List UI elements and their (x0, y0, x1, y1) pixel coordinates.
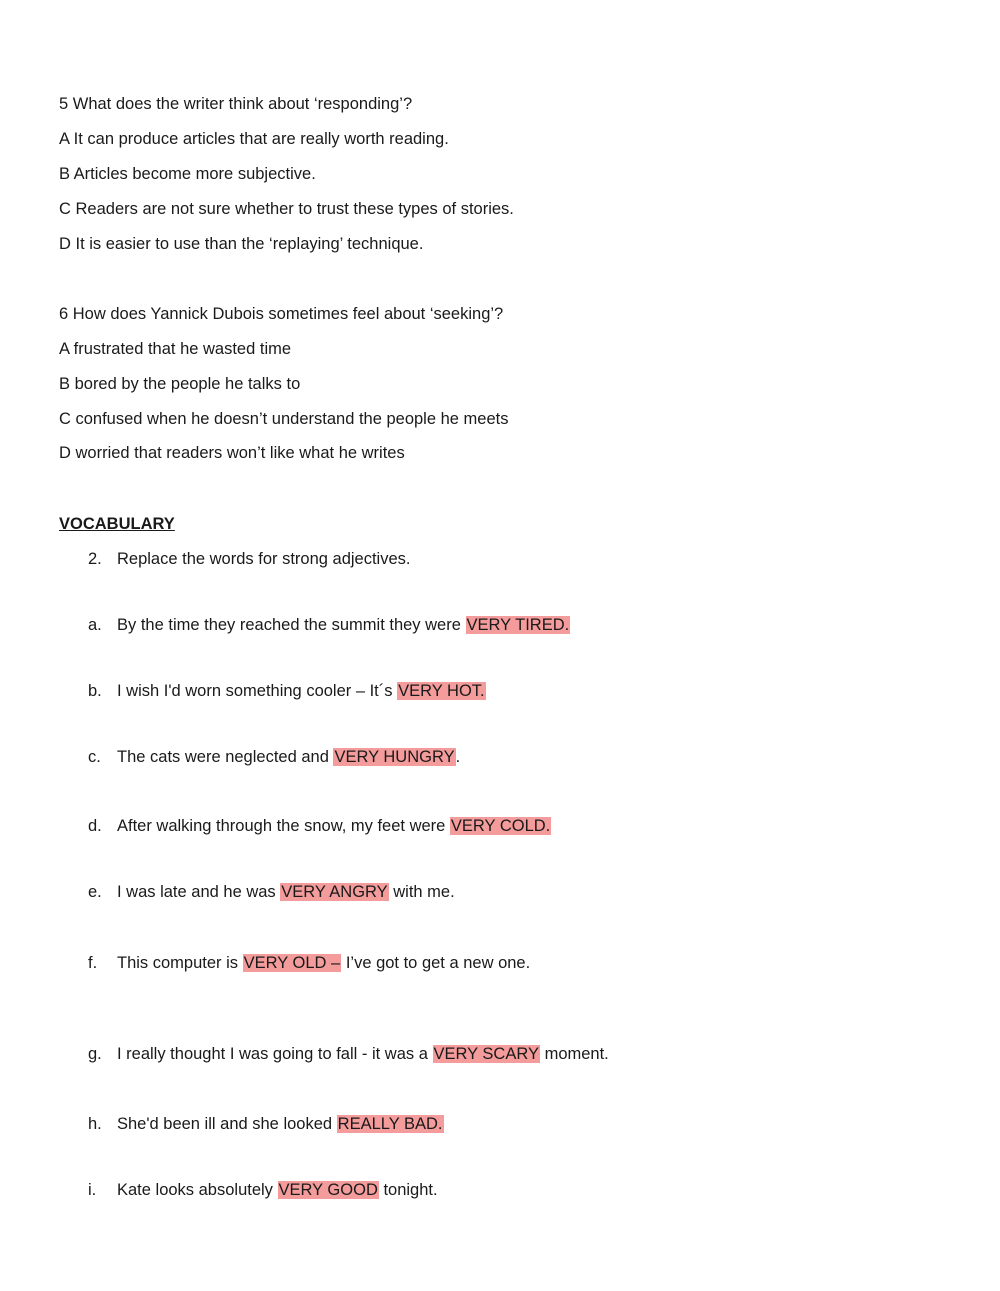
highlighted-phrase: VERY SCARY (433, 1045, 539, 1063)
item-text-before: This computer is (117, 954, 243, 972)
item-text-before: By the time they reached the summit they were (117, 616, 466, 634)
item-text-after: with me. (388, 883, 455, 901)
item-letter: c. (88, 748, 101, 766)
highlighted-phrase: VERY GOOD (278, 1181, 378, 1199)
highlighted-phrase: REALLY BAD. (337, 1115, 443, 1133)
instruction-text: Replace the words for strong adjectives. (117, 550, 411, 568)
vocab-item-a (117, 615, 570, 635)
vocabulary-heading: VOCABULARY (59, 515, 175, 533)
item-text-after: I’ve got to get a new one. (341, 954, 531, 972)
vocab-item-g (117, 1044, 609, 1064)
q5-option-a: A It can produce articles that are really worth reading. (59, 130, 449, 148)
q6-option-b: B bored by the people he talks to (59, 375, 301, 393)
item-letter: i. (88, 1181, 97, 1199)
vocab-item-f (117, 953, 530, 973)
item-text-before: I was late and he was (117, 883, 281, 901)
item-letter: e. (88, 883, 102, 901)
highlighted-phrase: VERY HUNGRY (334, 748, 455, 766)
vocab-item-i (117, 1180, 438, 1200)
highlighted-phrase: VERY OLD – (243, 954, 341, 972)
vocab-item-b (117, 681, 486, 701)
highlighted-phrase: VERY COLD. (450, 817, 551, 835)
item-text-before: After walking through the snow, my feet were (117, 817, 450, 835)
highlighted-phrase: VERY ANGRY (281, 883, 388, 901)
vocab-item-c (117, 747, 460, 767)
item-text-after: tonight. (378, 1181, 438, 1199)
item-text-before: I really thought I was going to fall - it was a (117, 1045, 433, 1063)
highlighted-phrase: VERY TIRED. (466, 616, 570, 634)
vocab-item-e (117, 882, 455, 902)
q5-option-d: D It is easier to use than the ‘replaying’ technique. (59, 235, 424, 253)
item-text-before: I wish I'd worn something cooler – It´s (117, 682, 398, 700)
item-letter: f. (88, 954, 98, 972)
instruction-number: 2. (88, 550, 102, 568)
vocab-item-h (117, 1114, 444, 1134)
item-letter: a. (88, 616, 102, 634)
question-6: 6 How does Yannick Dubois sometimes feel about ‘seeking’? (59, 305, 504, 323)
highlighted-phrase: VERY HOT. (398, 682, 485, 700)
item-letter: g. (88, 1045, 102, 1063)
item-letter: h. (88, 1115, 102, 1133)
item-text-after: moment. (539, 1045, 609, 1063)
q5-option-c: C Readers are not sure whether to trust these types of stories. (59, 200, 514, 218)
item-text-before: She'd been ill and she looked (117, 1115, 337, 1133)
q6-option-c: C confused when he doesn’t understand the people he meets (59, 410, 509, 428)
vocab-item-d (117, 816, 551, 836)
q6-option-d: D worried that readers won’t like what he writes (59, 444, 405, 462)
item-text-before: The cats were neglected and (117, 748, 334, 766)
q5-option-b: B Articles become more subjective. (59, 165, 316, 183)
item-letter: d. (88, 817, 102, 835)
q6-option-a: A frustrated that he wasted time (59, 340, 292, 358)
item-text-before: Kate looks absolutely (117, 1181, 278, 1199)
item-letter: b. (88, 682, 102, 700)
item-text-after: . (455, 748, 461, 766)
question-5: 5 What does the writer think about ‘responding’? (59, 95, 413, 113)
